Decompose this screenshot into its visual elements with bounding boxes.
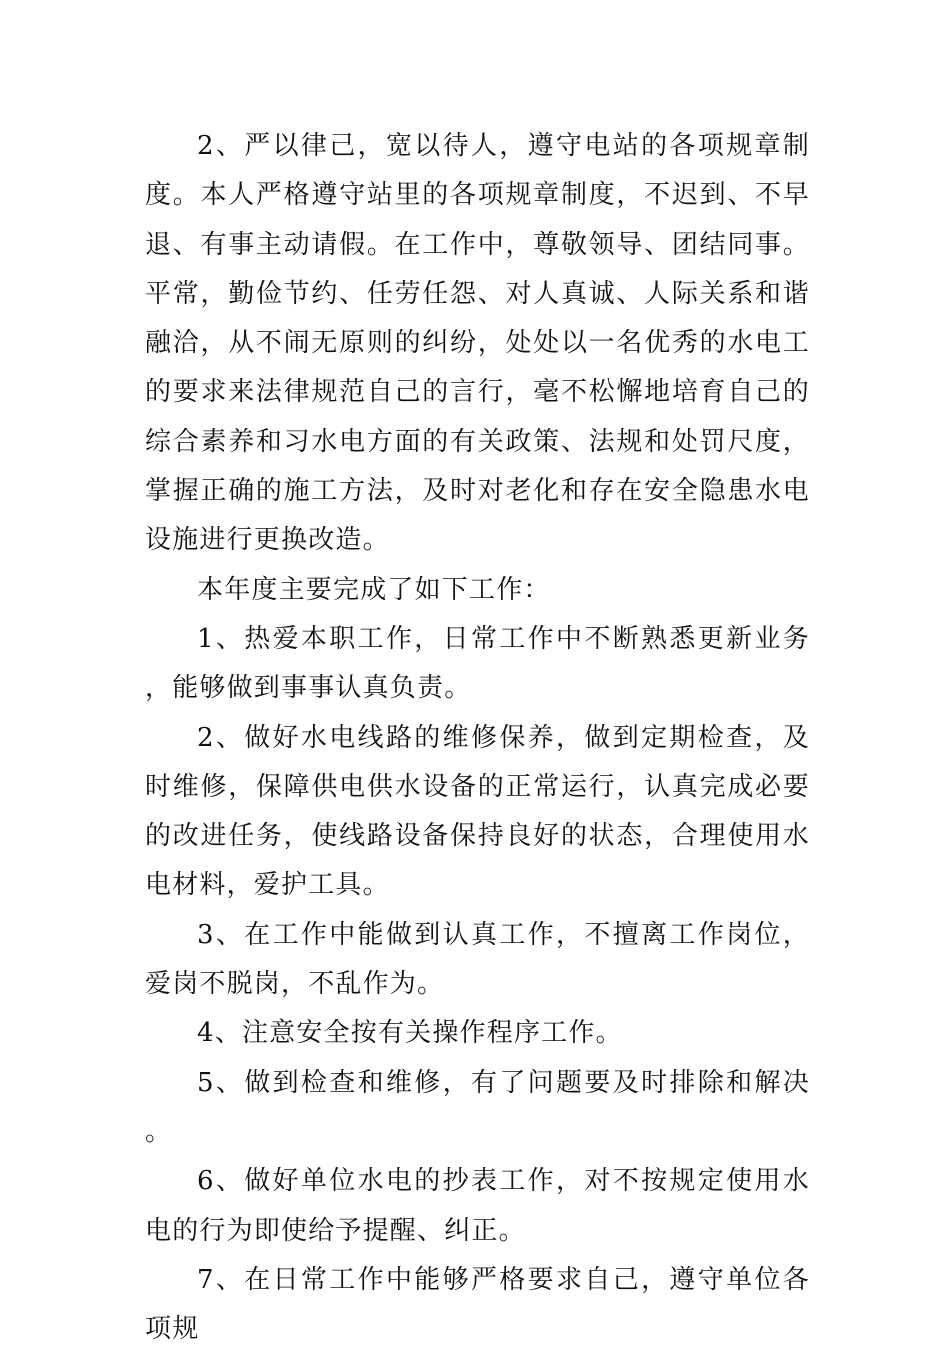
paragraph-rules: 2、严以律己，宽以待人，遵守电站的各项规章制度。本人严格遵守站里的各项规章制度，不迟到、不早退、有事主动请假。在工作中，尊敬领导、团结同事。平常，勤俭节约、任劳任怨、对人真诚、人际关系和谐融洽，从不闹无原则的纠纷，处处以一名优秀的水电工的要求来法律规范自己的言行，毫不松懈地培育自己的综合素养和习水电方面的有关政策、法规和处罚尺度，掌握正确的施工方法，及时对老化和存在安全隐患水电设施进行更换改造。: [145, 131, 810, 556]
paragraph-item-5: 5、做到检查和维修，有了问题要及时排除和解决。: [145, 1067, 810, 1147]
document-page: [145, 122, 810, 1354]
paragraph-item-3: 3、在工作中能做到认真工作，不擅离工作岗位，爱岗不脱岗，不乱作为。: [145, 919, 810, 1000]
paragraph-item-7: 7、在日常工作中能够严格要求自己，遵守单位各项规: [145, 1264, 810, 1345]
paragraph-item-1: 1、热爱本职工作，日常工作中不断熟悉更新业务，能够做到事事认真负责。: [145, 623, 810, 704]
paragraph-item-2: 2、做好水电线路的维修保养，做到定期检查，及时维修，保障供电供水设备的正常运行，认真完成必要的改进任务，使线路设备保持良好的状态，合理使用水电材料，爱护工具。: [145, 722, 810, 901]
paragraph-item-4: 4、注意安全按有关操作程序工作。: [197, 1018, 623, 1049]
paragraph-work-intro: 本年度主要完成了如下工作：: [197, 574, 551, 605]
paragraph-item-6: 6、做好单位水电的抄表工作，对不按规定使用水电的行为即使给予提醒、纠正。: [145, 1166, 810, 1246]
